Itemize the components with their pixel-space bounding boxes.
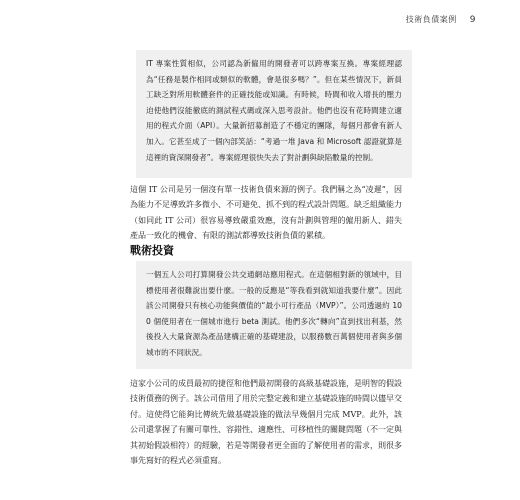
running-header: [406, 14, 476, 25]
running-title: 技術負債案例: [405, 15, 457, 24]
page-number: 9: [469, 15, 476, 25]
sidebar-text: IT 專案性質相似，公司認為新僱用的開發者可以跨專案互換。專案經理認為“任務是製作相同或類似的軟體，會是很多嗎？”。但在某些情況下，新員工缺乏對所用軟體套件的正確技能或知識。有時候，時間和收入增長的壓力迫使他們沒能徹底的測試程式碼或深入思考設計。他們也沒有花時間建立適用的程式介面（API）。大量新招募創造了不穩定的團隊，每個月都會有新人加入。它甚至成了一個內部笑話：“考過一堆 Java 和 Microsoft 認證就算是這裡的資深開發者”。專案經理很快失去了對計劃與缺陷數量的控制。: [146, 59, 402, 162]
sidebar-text: 一個五人公司打算開發公共交通網站應用程式。在這個相對新的領域中，目標使用者很難說出要什麼。一般的反應是“等我看到就知道我要什麼”。因此該公司開發只有核心功能與價值的“最小可行產品（MVP）”。公司透過約 100 個使用者在一個城市進行 beta 測試。他們多次“轉向”直到找出利基，然後投入大量資源為產品建構正確的基礎建設，以服務數百萬個使用者與多個城市的不同狀況。: [146, 270, 402, 357]
body-paragraph: 這個 IT 公司是另一個沒有單一技術負債來源的例子。我們稱之為“凌遲”，因為能力不足導致許多微小、不可避免、抓不到的程式設計問題。缺乏組織能力（如同此 IT 公司）很容易導致嚴重效應，沒有計劃與管理的僱用新人、錯失產品一致化的機會、有限的測試都導致技術負債的累積。: [130, 185, 402, 241]
section-heading: 戰術投資: [130, 244, 174, 257]
sidebar-case-it-company: [136, 50, 412, 178]
body-paragraph: 這家小公司的成員最初的捷徑和他們最初開發的高級基礎設施，是明智的假設技術債務的例子。該公司借用了用於完整定義和建立基礎設施的時間以儘早交付。這使得它能夠比傳統先做基礎設施的做法早幾個月完成 MVP。此外，該公司還掌握了有關可靠性、容錯性、適應性、可移植性的關鍵問題（不一定與其初始假設相符）的經驗，若是等開發者更全面的了解使用者的需求，則很多事先寫好的程式必須重寫。: [130, 379, 402, 466]
sidebar-case-startup: [136, 261, 412, 369]
